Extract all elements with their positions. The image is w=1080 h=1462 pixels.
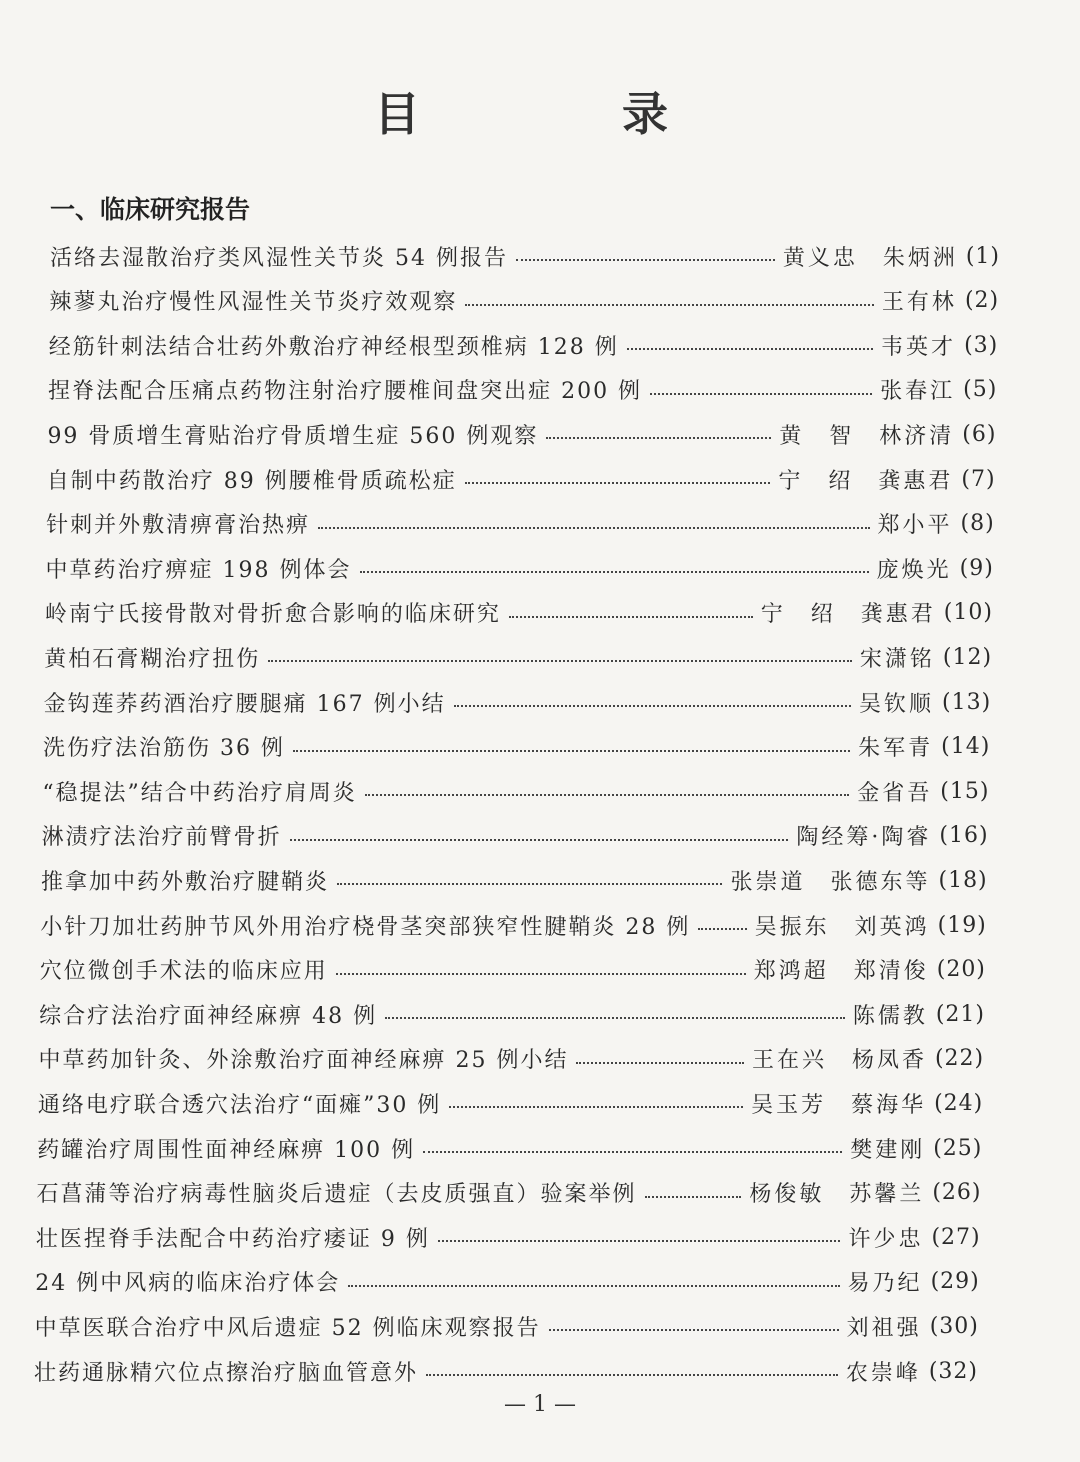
entry-authors: 吴振东 刘英鸿 (754, 914, 930, 940)
entry-page: (18) (938, 867, 988, 893)
entry-title: 石菖蒲等治疗病毒性脑炎后遗症（去皮质强直）验案举例 (36, 1182, 637, 1208)
entry-title: 中草药治疗痹症 198 例体会 (45, 557, 352, 583)
dot-leader (465, 482, 771, 484)
entry-page: (25) (933, 1135, 983, 1161)
dot-leader (365, 794, 849, 796)
entry-authors: 庞焕光 (876, 557, 952, 583)
toc-entry (35, 1306, 979, 1346)
dot-leader (576, 1062, 744, 1064)
dot-leader (385, 1017, 845, 1019)
entry-page: (26) (932, 1180, 982, 1206)
toc-entry (35, 1262, 979, 1302)
toc-entry (42, 771, 989, 811)
dot-leader (698, 928, 746, 930)
entry-authors: 吴玉芳 蔡海华 (751, 1092, 927, 1118)
dot-leader (336, 973, 746, 975)
dot-leader (465, 304, 874, 306)
entry-page: (24) (934, 1090, 984, 1116)
entry-authors: 韦英才 (881, 334, 957, 360)
entry-title: 自制中药散治疗 89 例腰椎骨质疏松症 (46, 468, 457, 494)
entry-title: 穴位微创手术法的临床应用 (39, 959, 328, 985)
entry-authors: 吴钦顺 (859, 691, 935, 717)
toc-entry (34, 1351, 978, 1391)
dot-leader (516, 259, 775, 261)
entry-title: 淋渍疗法治疗前臂骨折 (41, 825, 282, 851)
entry-page: (7) (961, 466, 996, 492)
entry-authors: 王在兴 杨凤香 (751, 1048, 927, 1074)
entry-authors: 张春江 (880, 379, 956, 405)
toc-entry (38, 1039, 984, 1079)
entry-page: (16) (939, 823, 989, 849)
dot-leader (290, 839, 789, 841)
entry-title: 岭南宁氏接骨散对骨折愈合影响的临床研究 (44, 602, 501, 628)
entry-authors: 金省吾 (857, 780, 933, 806)
entry-title: 小针刀加壮药肿节风外用治疗桡骨茎突部狭窄性腱鞘炎 28 例 (40, 914, 691, 940)
entry-authors: 宁 绍 龚惠君 (778, 468, 954, 494)
entry-title: 24 例中风病的临床治疗体会 (35, 1271, 341, 1297)
toc-entry (39, 994, 985, 1034)
entry-title: 综合疗法治疗面神经麻痹 48 例 (39, 1003, 378, 1029)
entry-title: 99 骨质增生膏贴治疗骨质增生症 560 例观察 (47, 423, 539, 449)
dot-leader (627, 348, 873, 350)
entry-page: (27) (931, 1224, 981, 1250)
entry-title: 黄柏石膏糊治疗扭伤 (44, 646, 261, 672)
entry-authors: 许少忠 (848, 1226, 924, 1252)
dot-leader (293, 750, 850, 752)
entry-authors: 郑鸿超 郑清俊 (753, 959, 929, 985)
dot-leader (337, 883, 722, 885)
entry-title: 推拿加中药外敷治疗腱鞘炎 (41, 869, 330, 895)
entry-page: (12) (942, 644, 993, 670)
entry-title: 金钩莲荞药酒治疗腰腿痛 167 例小结 (43, 691, 446, 717)
entry-title: 壮医捏脊手法配合中药治疗痿证 9 例 (35, 1226, 430, 1252)
toc-entry (37, 1173, 982, 1213)
dot-leader (268, 660, 852, 662)
entry-title: “稳提法”结合中药治疗肩周炎 (42, 780, 357, 806)
entry-title: 针刺并外敷清痹膏治热痹 (46, 513, 311, 539)
entry-title: 壮药通脉精穴位点擦治疗脑血管意外 (34, 1360, 419, 1386)
dot-leader (650, 393, 872, 395)
toc-entry (47, 414, 996, 454)
entry-authors: 黄义忠 朱炳洲 (782, 245, 958, 271)
entry-page: (19) (937, 912, 987, 938)
toc-entry (50, 236, 1000, 276)
entry-page: (13) (942, 689, 992, 715)
dot-leader (426, 1374, 838, 1376)
entry-page: (1) (965, 243, 1000, 269)
entry-page: (10) (943, 600, 993, 626)
dot-leader (423, 1151, 842, 1153)
entry-page: (14) (941, 734, 991, 760)
entry-authors: 朱军青 (858, 736, 934, 762)
entry-page: (15) (940, 778, 990, 804)
toc-entry (40, 905, 986, 945)
entry-authors: 杨俊敏 苏馨兰 (749, 1182, 925, 1208)
entry-page: (22) (934, 1046, 985, 1072)
entry-page: (3) (964, 332, 999, 358)
toc-entry (49, 325, 999, 365)
entry-page: (21) (935, 1001, 986, 1027)
entry-page: (20) (936, 957, 986, 983)
entry-authors: 郑小平 (877, 513, 953, 539)
toc-entry (38, 1083, 983, 1123)
dot-leader (348, 1285, 839, 1287)
dot-leader (438, 1240, 841, 1242)
entry-authors: 刘祖强 (846, 1315, 922, 1341)
entry-authors: 农崇峰 (845, 1360, 921, 1386)
entry-title: 药罐治疗周围性面神经麻痹 100 例 (37, 1137, 416, 1163)
toc-entry (46, 504, 995, 544)
entry-title: 捏脊法配合压痛点药物注射治疗腰椎间盘突出症 200 例 (48, 379, 643, 405)
toc-entry (37, 1128, 982, 1168)
toc-entry (44, 637, 992, 677)
toc-entry (45, 593, 993, 633)
entry-title: 通络电疗联合透穴法治疗“面瘫”30 例 (37, 1092, 442, 1118)
dot-leader (454, 705, 851, 707)
entry-page: (30) (929, 1313, 979, 1339)
entry-page: (5) (963, 377, 998, 403)
entry-authors: 张崇道 张德东等 (730, 869, 931, 895)
toc-entry (43, 727, 990, 767)
entry-page: (9) (959, 555, 994, 581)
entry-authors: 易乃纪 (847, 1271, 923, 1297)
entry-title: 洗伤疗法治筋伤 36 例 (42, 736, 285, 762)
entry-authors: 樊建刚 (850, 1137, 926, 1163)
dot-leader (318, 527, 869, 529)
entry-title: 中草医联合治疗中风后遗症 52 例临床观察报告 (34, 1315, 541, 1341)
toc-entry (36, 1217, 981, 1257)
dot-leader (360, 571, 869, 573)
entry-page: (29) (930, 1269, 980, 1295)
entry-page: (6) (962, 421, 997, 447)
entry-page: (8) (960, 511, 995, 537)
dot-leader (509, 616, 753, 618)
toc-entry (48, 370, 997, 410)
entry-authors: 王有林 (881, 290, 957, 316)
page-number: — 1 — (504, 1392, 576, 1417)
toc-entry (44, 682, 992, 722)
toc-entry (47, 459, 996, 499)
toc-entry (40, 950, 986, 990)
section-heading: 一、临床研究报告 (50, 195, 251, 224)
entry-authors: 陈儒教 (852, 1003, 928, 1029)
dot-leader (449, 1106, 743, 1108)
entry-title: 活络去湿散治疗类风湿性关节炎 54 例报告 (50, 245, 508, 271)
entry-page: (32) (928, 1358, 978, 1384)
dot-leader (645, 1196, 742, 1198)
dot-leader (549, 1329, 839, 1331)
entry-authors: 宁 绍 龚惠君 (760, 602, 936, 628)
entry-authors: 宋潇铭 (859, 646, 935, 672)
entry-title: 辣蓼丸治疗慢性风湿性关节炎疗效观察 (49, 290, 458, 316)
entry-title: 中草药加针灸、外涂敷治疗面神经麻痹 25 例小结 (38, 1048, 569, 1074)
entry-authors: 陶经筹·陶睿 (796, 825, 932, 851)
toc-entry (46, 548, 994, 588)
entry-authors: 黄 智 林济清 (779, 423, 955, 449)
toc-entry (42, 816, 989, 856)
dot-leader (546, 437, 771, 439)
toc-entry (49, 281, 999, 321)
entry-page: (2) (964, 288, 1000, 314)
toc-entry (41, 860, 988, 900)
page-title: 目 录 (374, 87, 746, 141)
entry-title: 经筋针刺法结合壮药外敷治疗神经根型颈椎病 128 例 (48, 334, 619, 360)
